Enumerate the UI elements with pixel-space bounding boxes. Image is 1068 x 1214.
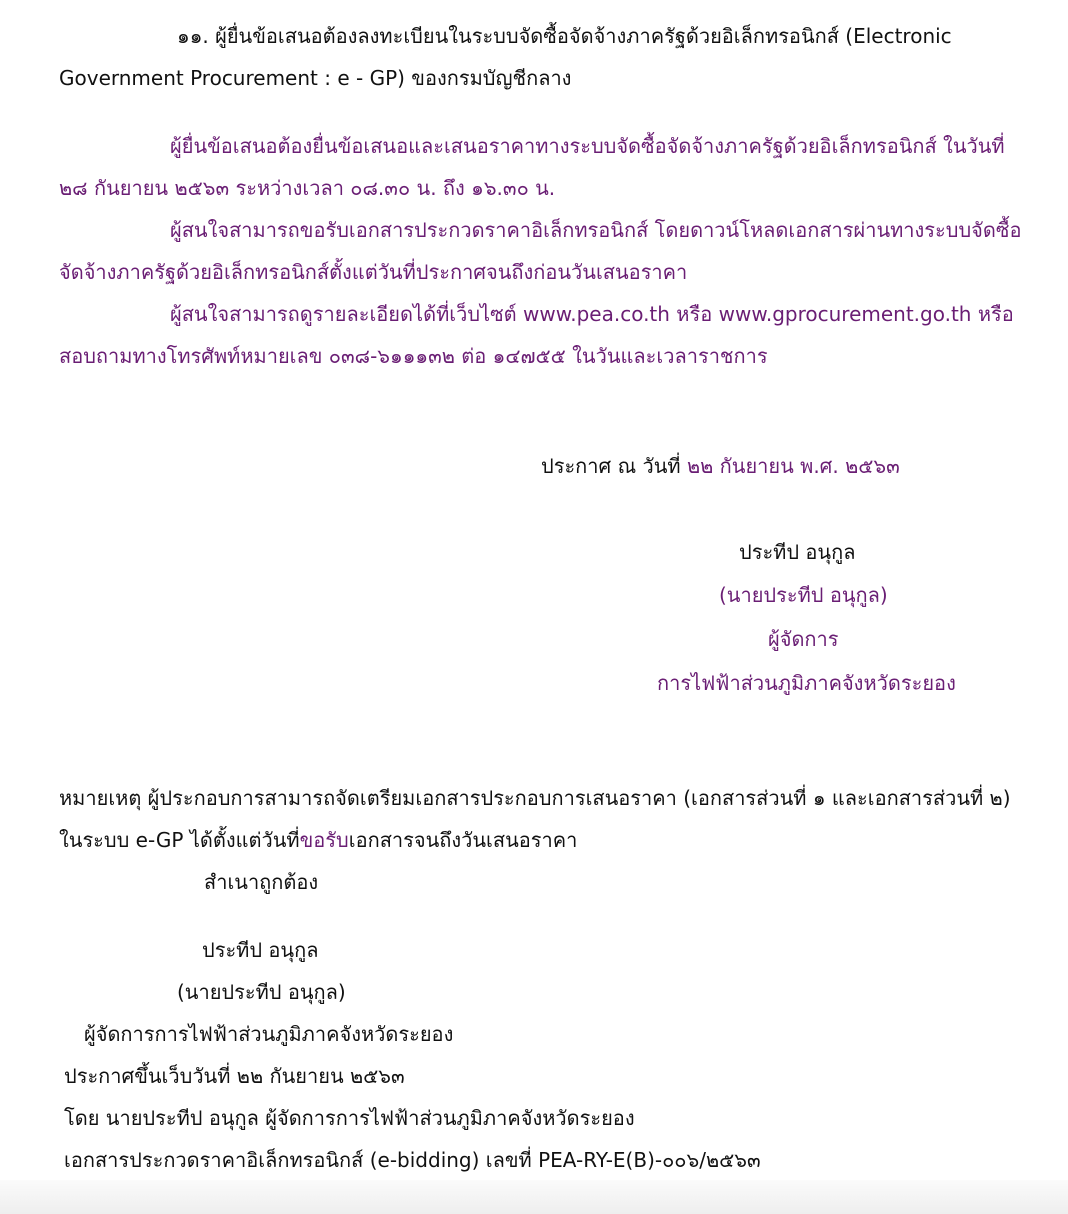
submission-line-1: ผู้ยื่นข้อเสนอต้องยื่นข้อเสนอและเสนอราคาทางระบบจัดซื้อจัดจ้างภาครัฐด้วยอิเล็กทรอนิกส์ ในวันที่ <box>170 134 1005 158</box>
clause-11-line-2: Government Procurement : e - GP) ของกรมบัญชีกลาง <box>59 66 572 90</box>
remark-line-1: หมายเหตุ ผู้ประกอบการสามารถจัดเตรียมเอกสารประกอบการเสนอราคา (เอกสารส่วนที่ ๑ และเอกสารส่วนที่ ๒) <box>59 786 1011 810</box>
signature-2-name: ประทีป อนุกูล <box>202 938 319 962</box>
remark-line-2-before: ในระบบ e-GP ได้ตั้งแต่วันที่ <box>59 828 300 852</box>
download-line-1: ผู้สนใจสามารถขอรับเอกสารประกวดราคาอิเล็กทรอนิกส์ โดยดาวน์โหลดเอกสารผ่านทางระบบจัดซื้อ <box>170 218 1022 242</box>
signature-1-office: การไฟฟ้าส่วนภูมิภาคจังหวัดระยอง <box>657 671 956 695</box>
contact-line-2: สอบถามทางโทรศัพท์หมายเลข ๐๓๘-๖๑๑๑๓๒ ต่อ ๑๔๗๕๕ ในวันและเวลาราชการ <box>59 344 768 368</box>
submission-line-2: ๒๘ กันยายน ๒๕๖๓ ระหว่างเวลา ๐๘.๓๐ น. ถึง ๑๖.๓๐ น. <box>59 176 556 200</box>
remark-line-2-highlight: ขอรับ <box>299 828 349 852</box>
remark-line-2 <box>59 826 577 856</box>
footer-posted-by: โดย นายประทีป อนุกูล ผู้จัดการการไฟฟ้าส่วนภูมิภาคจังหวัดระยอง <box>64 1106 635 1130</box>
announcement-prefix: ประกาศ ณ วันที่ <box>541 454 681 478</box>
signature-1-position: ผู้จัดการ <box>768 627 839 651</box>
footer-posted-date: ประกาศขึ้นเว็บวันที่ ๒๒ กันยายน ๒๕๖๓ <box>64 1064 405 1088</box>
download-line-2: จัดจ้างภาครัฐด้วยอิเล็กทรอนิกส์ตั้งแต่วันที่ประกาศจนถึงก่อนวันเสนอราคา <box>59 260 688 284</box>
remark-line-2-after: เอกสารจนถึงวันเสนอราคา <box>348 828 578 852</box>
signature-1-full-name: (นายประทีป อนุกูล) <box>719 583 888 607</box>
viewer-bottom-bar <box>0 1180 1068 1214</box>
signature-2-position: ผู้จัดการการไฟฟ้าส่วนภูมิภาคจังหวัดระยอง <box>84 1022 454 1046</box>
contact-line-1: ผู้สนใจสามารถดูรายละเอียดได้ที่เว็บไซต์ www.pea.co.th หรือ www.gprocurement.go.th หรือ <box>170 302 1014 326</box>
footer-document-number: เอกสารประกวดราคาอิเล็กทรอนิกส์ (e-bidding) เลขที่ PEA-RY-E(B)-๐๐๖/๒๕๖๓ <box>64 1148 761 1172</box>
certified-copy: สำเนาถูกต้อง <box>204 870 319 894</box>
signature-2-full-name: (นายประทีป อนุกูล) <box>177 980 346 1004</box>
announcement-date <box>541 452 900 482</box>
signature-1-name: ประทีป อนุกูล <box>739 540 856 564</box>
announcement-date-value: ๒๒ กันยายน พ.ศ. ๒๕๖๓ <box>686 454 900 478</box>
clause-11-line-1: ๑๑. ผู้ยื่นข้อเสนอต้องลงทะเบียนในระบบจัดซื้อจัดจ้างภาครัฐด้วยอิเล็กทรอนิกส์ (Electronic <box>177 24 952 48</box>
